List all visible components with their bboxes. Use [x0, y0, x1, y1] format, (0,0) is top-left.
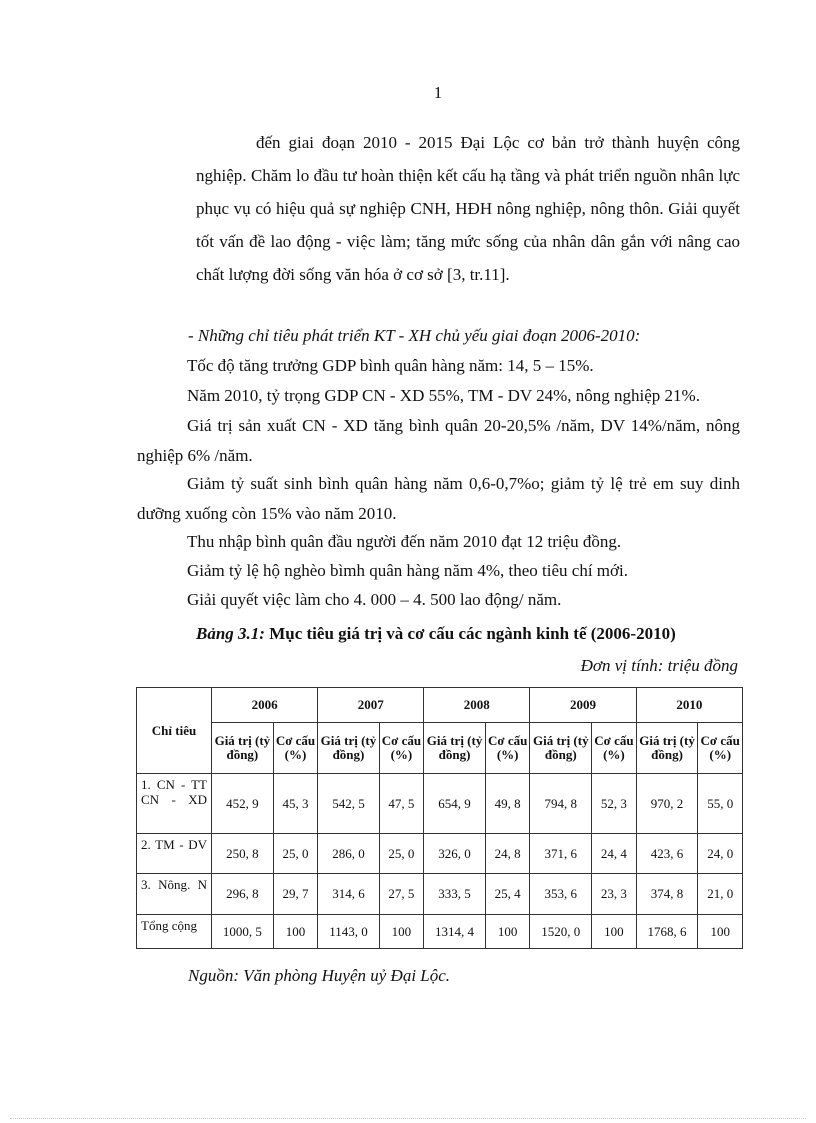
table-cell: 49, 8 [485, 774, 530, 834]
table-row [137, 874, 743, 915]
table-cell: 794, 8 [530, 774, 592, 834]
year-header: 2010 [636, 688, 742, 723]
target-item: Tốc độ tăng trưởng GDP bình quân hàng năm: 14, 5 – 15%. [187, 356, 594, 375]
value-subheader: Giá trị (tỷ đồng) [318, 723, 379, 774]
targets-heading: - Những chỉ tiêu phát triển KT - XH chủ yếu giai đoạn 2006-2010: [188, 326, 641, 345]
table-cell: 47, 5 [379, 774, 424, 834]
table-cell: 326, 0 [424, 834, 486, 874]
table-row [137, 834, 743, 874]
row-label: Tổng cộng [137, 915, 212, 949]
row-label: 3. Nông. N [137, 874, 212, 915]
economic-targets-table [136, 687, 743, 949]
share-subheader: Cơ cấu (%) [379, 723, 424, 774]
table-cell: 21, 0 [698, 874, 743, 915]
table-cell: 1314, 4 [424, 915, 486, 949]
table-cell: 24, 4 [592, 834, 637, 874]
year-header: 2007 [318, 688, 424, 723]
table-cell: 452, 9 [212, 774, 274, 834]
share-subheader: Cơ cấu (%) [592, 723, 637, 774]
share-subheader: Cơ cấu (%) [273, 723, 318, 774]
table-cell: 542, 5 [318, 774, 379, 834]
table-cell: 100 [485, 915, 530, 949]
table-caption-text: Mục tiêu giá trị và cơ cấu các ngành kinh tế (2006-2010) [264, 624, 676, 643]
table-cell: 25, 4 [485, 874, 530, 915]
share-subheader: Cơ cấu (%) [485, 723, 530, 774]
table-cell: 371, 6 [530, 834, 592, 874]
table-cell: 374, 8 [636, 874, 698, 915]
target-item: Giảm tỷ lệ hộ nghèo bìmh quân hàng năm 4%, theo tiêu chí mới. [187, 561, 628, 580]
table-cell: 353, 6 [530, 874, 592, 915]
table-cell: 25, 0 [273, 834, 318, 874]
target-item: Giải quyết việc làm cho 4. 000 – 4. 500 lao động/ năm. [187, 590, 562, 609]
table-cell: 45, 3 [273, 774, 318, 834]
table-row [137, 774, 743, 834]
table-cell: 1520, 0 [530, 915, 592, 949]
target-item: Giá trị sản xuất CN - XD tăng bình quân 20-20,5% /năm, DV 14%/năm, nông nghiệp 6% /năm. [137, 416, 740, 465]
quoted-paragraph: đến giai đoạn 2010 - 2015 Đại Lộc cơ bản trở thành huyện công nghiệp. Chăm lo đầu tư hoàn thiện kết cấu hạ tầng và phát triển nguồn nhân lực phục vụ có hiệu quả sự nghiệp CNH, HĐH nông nghiệp, nông thôn. Giải quyết tốt vấn đề lao động - việc làm; tăng mức sống của nhân dân gắn với nâng cao chất lượng đời sống văn hóa ở cơ sở [3, tr.11]. [196, 133, 740, 284]
row-label: 2. TM - DV [137, 834, 212, 874]
share-subheader: Cơ cấu (%) [698, 723, 743, 774]
value-subheader: Giá trị (tỷ đồng) [212, 723, 274, 774]
table-cell: 296, 8 [212, 874, 274, 915]
value-subheader: Giá trị (tỷ đồng) [636, 723, 698, 774]
table-cell: 1768, 6 [636, 915, 698, 949]
table-cell: 55, 0 [698, 774, 743, 834]
table-cell: 100 [273, 915, 318, 949]
table-cell: 970, 2 [636, 774, 698, 834]
table-caption [196, 624, 676, 644]
year-header: 2009 [530, 688, 636, 723]
table-cell: 333, 5 [424, 874, 486, 915]
table-cell: 24, 8 [485, 834, 530, 874]
table-cell: 100 [592, 915, 637, 949]
table-cell: 423, 6 [636, 834, 698, 874]
table-caption-prefix: Bảng 3.1: [196, 624, 265, 643]
table-cell: 1143, 0 [318, 915, 379, 949]
source-note: Nguồn: Văn phòng Huyện uỷ Đại Lộc. [188, 966, 451, 985]
table-cell: 52, 3 [592, 774, 637, 834]
table-cell: 24, 0 [698, 834, 743, 874]
table-unit: Đơn vị tính: triệu đồng [580, 656, 738, 675]
table-cell: 23, 3 [592, 874, 637, 915]
table-cell: 100 [379, 915, 424, 949]
page-bottom-divider [10, 1118, 806, 1119]
table-cell: 654, 9 [424, 774, 486, 834]
table-row [137, 915, 743, 949]
table-cell: 250, 8 [212, 834, 274, 874]
table-cell: 27, 5 [379, 874, 424, 915]
page-number: 1 [433, 83, 443, 102]
table-cell: 1000, 5 [212, 915, 274, 949]
table-cell: 100 [698, 915, 743, 949]
row-header: Chỉ tiêu [137, 688, 212, 774]
value-subheader: Giá trị (tỷ đồng) [424, 723, 486, 774]
value-subheader: Giá trị (tỷ đồng) [530, 723, 592, 774]
year-header: 2008 [424, 688, 530, 723]
target-item: Thu nhập bình quân đầu người đến năm 2010 đạt 12 triệu đồng. [187, 532, 622, 551]
row-label: 1. CN - TT CN - XD [137, 774, 212, 834]
table-cell: 286, 0 [318, 834, 379, 874]
year-header: 2006 [212, 688, 318, 723]
target-item: Năm 2010, tỷ trọng GDP CN - XD 55%, TM - DV 24%, nông nghiệp 21%. [187, 386, 700, 405]
target-item: Giảm tỷ suất sinh bình quân hàng năm 0,6-0,7%o; giảm tỷ lệ trẻ em suy dinh dưỡng xuống còn 15% vào năm 2010. [137, 474, 740, 523]
table-cell: 314, 6 [318, 874, 379, 915]
table-cell: 29, 7 [273, 874, 318, 915]
table-cell: 25, 0 [379, 834, 424, 874]
